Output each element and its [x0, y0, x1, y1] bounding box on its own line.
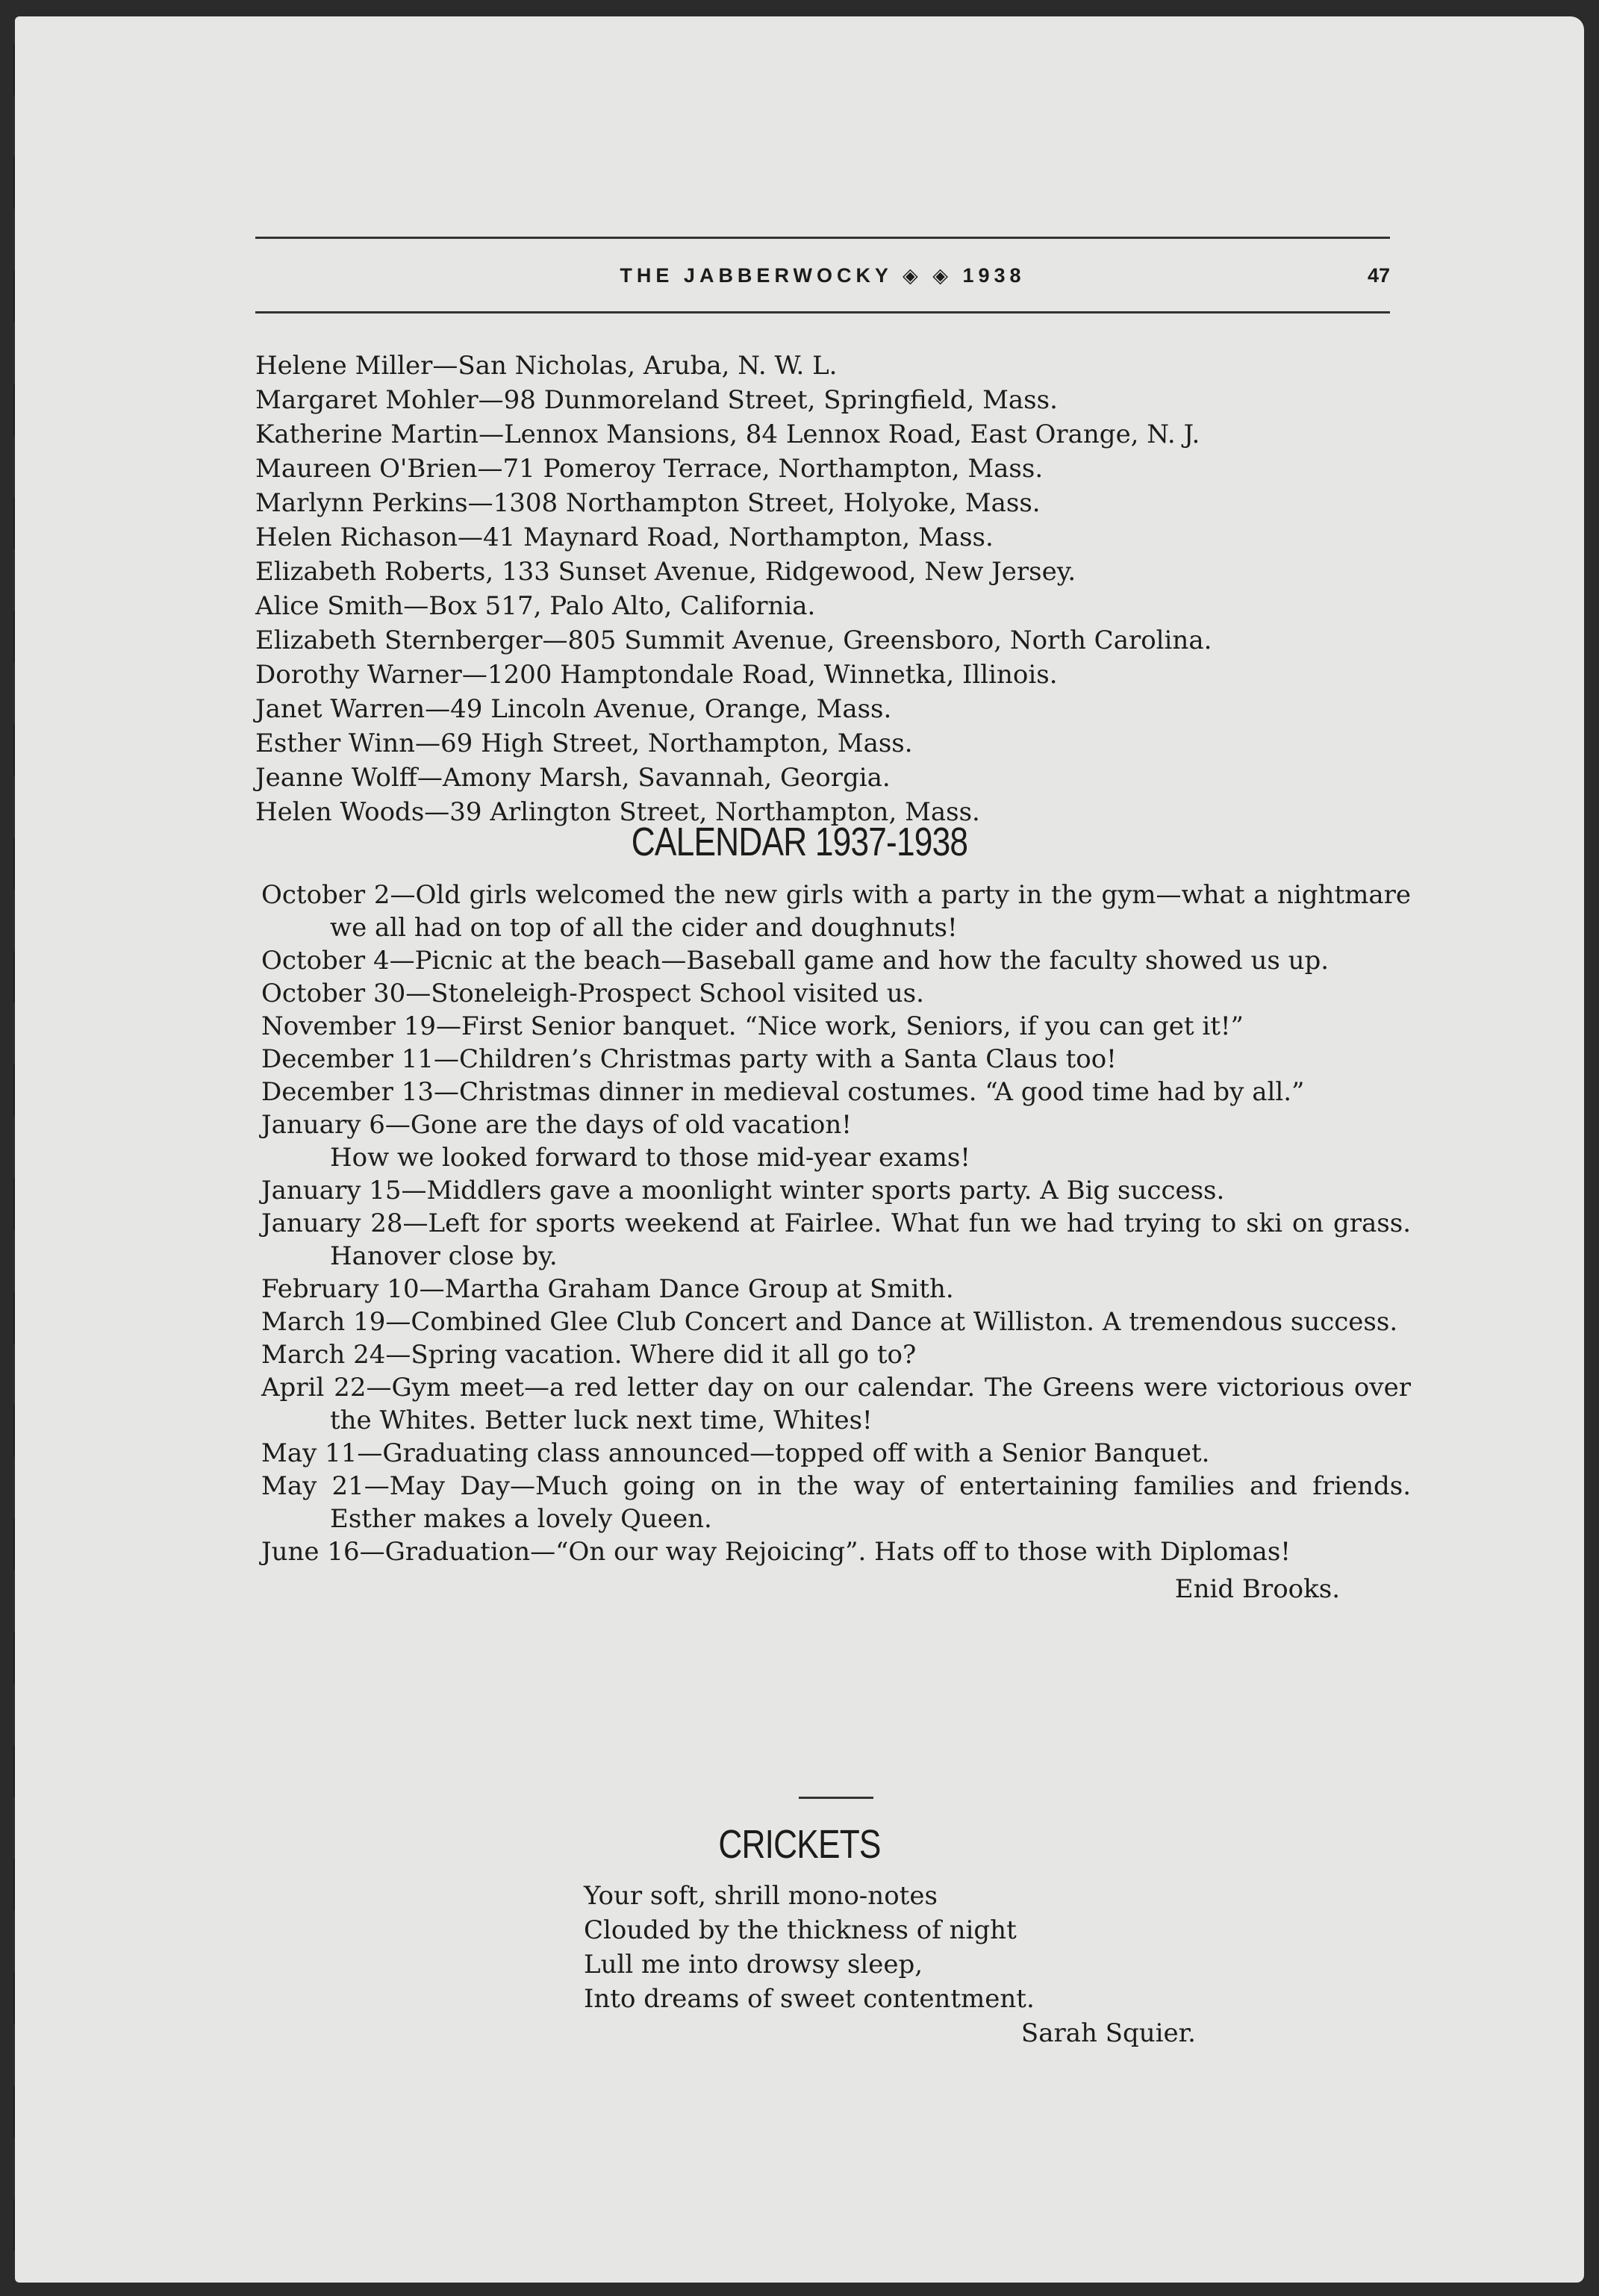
- calendar-heading: CALENDAR 1937-1938: [631, 820, 968, 864]
- calendar-entry: March 24—Spring vacation. Where did it all go to?: [261, 1340, 917, 1370]
- calendar-entry: January 6—Gone are the days of old vacation!: [261, 1110, 852, 1140]
- calendar-entry: March 19—Combined Glee Club Concert and Dance at Williston. A tremendous success.: [261, 1307, 1398, 1337]
- calendar-list: [261, 879, 1411, 1606]
- calendar-entry: December 13—Christmas dinner in medieval costumes. “A good time had by all.”: [261, 1077, 1305, 1107]
- calendar-entry: May 11—Graduating class announced—topped off with a Senior Banquet.: [261, 1438, 1210, 1468]
- poem-line: Clouded by the thickness of night: [584, 1915, 1017, 1945]
- address-line: Helen Richason—41 Maynard Road, Northampton, Mass.: [255, 522, 994, 552]
- calendar-entry: June 16—Graduation—“On our way Rejoicing”. Hats off to those with Diplomas!: [261, 1537, 1291, 1567]
- address-line: Margaret Mohler—98 Dunmoreland Street, Springfield, Mass.: [255, 385, 1058, 415]
- calendar-entry: October 2—Old girls welcomed the new girls with a party in the gym—what a nightmare we all had on top of all the cider and doughnuts!: [261, 880, 1411, 943]
- header-top-rule: [255, 237, 1390, 239]
- address-line: Janet Warren—49 Lincoln Avenue, Orange, Mass.: [255, 694, 892, 724]
- calendar-entry: January 28—Left for sports weekend at Fairlee. What fun we had trying to ski on grass. Hanover close by.: [261, 1208, 1411, 1271]
- address-line: Katherine Martin—Lennox Mansions, 84 Lennox Road, East Orange, N. J.: [255, 419, 1200, 449]
- poem-line: Your soft, shrill mono-notes: [584, 1881, 938, 1911]
- calendar-entry: January 15—Middlers gave a moonlight winter sports party. A Big success.: [261, 1176, 1225, 1205]
- header-bottom-rule: [255, 311, 1390, 313]
- calendar-signature: Enid Brooks.: [1174, 1574, 1340, 1604]
- calendar-entry: April 22—Gym meet—a red letter day on our calendar. The Greens were victorious over the Whites. Better luck next time, Whites!: [261, 1373, 1411, 1435]
- calendar-entry-continuation: How we looked forward to those mid-year exams!: [330, 1143, 970, 1173]
- page: [15, 16, 1584, 2283]
- address-line: Jeanne Wolff—Amony Marsh, Savannah, Georgia.: [255, 763, 891, 793]
- address-line: Maureen O'Brien—71 Pomeroy Terrace, Northampton, Mass.: [255, 454, 1044, 484]
- poem-line: Into dreams of sweet contentment.: [584, 1984, 1035, 2014]
- poem-line: Lull me into drowsy sleep,: [584, 1950, 923, 1980]
- address-line: Alice Smith—Box 517, Palo Alto, California.: [255, 591, 816, 621]
- calendar-entry: December 11—Children’s Christmas party with a Santa Claus too!: [261, 1044, 1117, 1074]
- address-line: Dorothy Warner—1200 Hamptondale Road, Winnetka, Illinois.: [255, 660, 1058, 690]
- calendar-entry: October 4—Picnic at the beach—Baseball game and how the faculty showed us up.: [261, 946, 1330, 976]
- address-line: Helen Woods—39 Arlington Street, Northampton, Mass.: [255, 797, 980, 827]
- address-list: [255, 349, 1450, 829]
- poem: [584, 1879, 1196, 2050]
- calendar-entry: February 10—Martha Graham Dance Group at Smith.: [261, 1274, 954, 1304]
- poem-title: CRICKETS: [718, 1822, 881, 1867]
- address-line: Esther Winn—69 High Street, Northampton, Mass.: [255, 729, 913, 758]
- calendar-entry: October 30—Stoneleigh-Prospect School visited us.: [261, 979, 924, 1008]
- address-line: Elizabeth Roberts, 133 Sunset Avenue, Ridgewood, New Jersey.: [255, 557, 1076, 587]
- section-divider: [799, 1797, 873, 1799]
- page-number: 47: [1367, 264, 1390, 287]
- address-line: Elizabeth Sternberger—805 Summit Avenue, Greensboro, North Carolina.: [255, 626, 1212, 655]
- calendar-entry: November 19—First Senior banquet. “Nice work, Seniors, if you can get it!”: [261, 1011, 1244, 1041]
- calendar-entry: May 21—May Day—Much going on in the way of entertaining families and friends. Esther makes a lovely Queen.: [261, 1471, 1411, 1534]
- header-title: THE JABBERWOCKY ◈ ◈ 1938: [620, 264, 1026, 287]
- poem-signature: Sarah Squier.: [1020, 2018, 1196, 2048]
- address-line: Helene Miller—San Nicholas, Aruba, N. W. L.: [255, 351, 838, 381]
- running-header: [255, 257, 1390, 294]
- address-line: Marlynn Perkins—1308 Northampton Street, Holyoke, Mass.: [255, 488, 1041, 518]
